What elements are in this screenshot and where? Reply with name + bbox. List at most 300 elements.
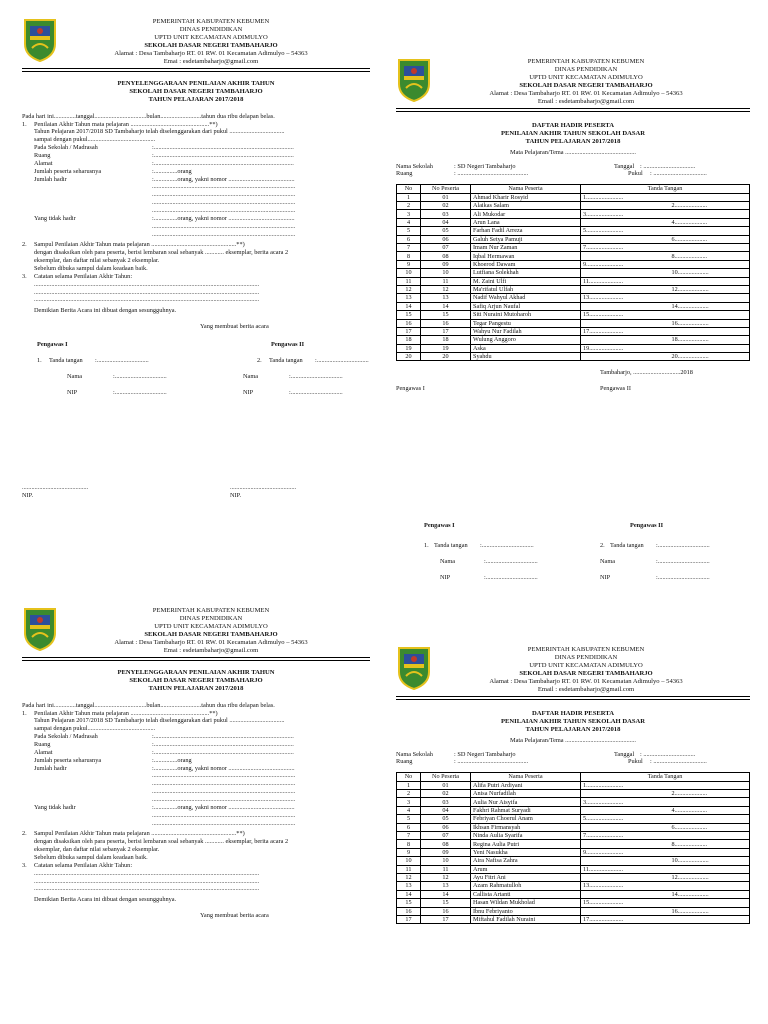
pengawas-heading: Pengawas II xyxy=(271,341,305,349)
row-no: 6 xyxy=(397,823,421,831)
table-row xyxy=(397,227,750,235)
field-value: : .................................. xyxy=(650,758,707,766)
row-nama: Wahyu Nur Fadilah xyxy=(471,327,581,335)
row-ttd-left: 17...................... xyxy=(581,327,666,335)
item-number: 1. xyxy=(22,120,27,128)
paragraph-line: eksemplar, dan daftar nilai sebanyak 2 eksemplar. xyxy=(34,846,160,854)
row-nama: Yeni Nasukha xyxy=(471,848,581,856)
row-peserta: 03 xyxy=(421,798,471,806)
row-ttd-left: 5........................ xyxy=(581,227,666,235)
row-ttd-left xyxy=(581,285,666,293)
field-value: :......................................................................................... xyxy=(152,741,294,748)
berita-title xyxy=(22,80,370,105)
field-label: Ruang xyxy=(34,741,51,748)
row-nama: Syahdu xyxy=(471,353,581,361)
row-peserta: 06 xyxy=(421,235,471,243)
title-line: PENYELENGGARAAN PENILAIAN AKHIR TAHUN xyxy=(117,669,275,676)
table-row xyxy=(397,193,750,201)
table-row xyxy=(397,327,750,335)
row-peserta: 09 xyxy=(421,848,471,856)
field-label: Nama xyxy=(67,372,83,380)
row-nama: Ayu Fitri Ani xyxy=(471,873,581,881)
row-ttd-left: 13...................... xyxy=(581,882,666,890)
header-line1: PEMERINTAH KABUPATEN KEBUMEN xyxy=(152,607,270,614)
table-row xyxy=(397,882,750,890)
intro-text: Pada hari ini..............tanggal.................................bulan..........................tahun dua ribu delapan belas. xyxy=(22,112,275,120)
row-peserta: 07 xyxy=(421,244,471,252)
header-line3: UPTD UNIT KECAMATAN ADIMULYO xyxy=(529,661,643,669)
row-peserta: 11 xyxy=(421,277,471,285)
row-no: 17 xyxy=(397,327,421,335)
field-value: :...............orang, yakni nomor .......................................... xyxy=(152,214,295,222)
table-row xyxy=(397,244,750,252)
title-line: PENYELENGGARAAN PENILAIAN AKHIR TAHUN xyxy=(117,80,275,87)
row-nama: Callista Artanti xyxy=(471,890,581,898)
row-no: 16 xyxy=(397,319,421,327)
table-row xyxy=(397,798,750,806)
row-ttd-left: 19...................... xyxy=(581,344,666,352)
col-header: No xyxy=(397,185,421,193)
table-row xyxy=(397,848,750,856)
row-nama: Ikhsan Firmansyah xyxy=(471,823,581,831)
row-ttd-left: 13...................... xyxy=(581,294,666,302)
row-ttd-left xyxy=(581,823,666,831)
row-nama: Ali Mukodar xyxy=(471,210,581,218)
row-nama: Alaikas Salam xyxy=(471,202,581,210)
field-value: :...............orang xyxy=(152,167,192,175)
row-ttd-left xyxy=(581,235,666,243)
field-value: ........................................................................................... xyxy=(152,780,296,788)
row-nama: Tegar Pangestu xyxy=(471,319,581,327)
row-no: 8 xyxy=(397,252,421,260)
header-email: Email : esdetambaharjo@gmail.com xyxy=(537,685,635,693)
row-no: 2 xyxy=(397,790,421,798)
divider xyxy=(396,111,750,112)
row-no: 12 xyxy=(397,285,421,293)
row-ttd-left: 7........................ xyxy=(581,832,666,840)
row-ttd-left: 5........................ xyxy=(581,815,666,823)
table-row xyxy=(397,857,750,865)
header-address: Alamat : Desa Tambaharjo RT. 01 RW. 01 Kecamatan Adimulyo – 54363 xyxy=(489,89,683,97)
divider xyxy=(22,657,370,658)
row-nama: Azam Rahmatulloh xyxy=(471,882,581,890)
field-value: :................................. xyxy=(656,573,710,581)
row-ttd-right xyxy=(666,915,750,923)
made-by-text: Yang membuat berita acara xyxy=(200,323,269,331)
pengawas-label: Pengawas II xyxy=(600,385,631,393)
field-value: :...............orang, yakni nomor .......................................... xyxy=(152,764,295,772)
row-peserta: 14 xyxy=(421,302,471,310)
col-header: No Peserta xyxy=(421,185,471,193)
header-line3: UPTD UNIT KECAMATAN ADIMULYO xyxy=(154,622,268,630)
row-ttd-left: 3........................ xyxy=(581,210,666,218)
row-peserta: 15 xyxy=(421,899,471,907)
field-label: Nama xyxy=(243,372,259,380)
row-no: 15 xyxy=(397,311,421,319)
field-label: Tanda tangan xyxy=(610,541,644,549)
attendance-table xyxy=(396,772,750,924)
field-value: : ............................................. xyxy=(454,170,529,178)
row-ttd-left: 15...................... xyxy=(581,311,666,319)
closing-text: Demikian Berita Acara ini dibuat dengan sesungguhnya. xyxy=(34,307,177,315)
letterhead xyxy=(22,18,370,70)
row-ttd-right: 4..................... xyxy=(666,806,750,814)
table-row xyxy=(397,260,750,268)
letterhead xyxy=(22,607,370,659)
field-label: Jumlah hadir xyxy=(34,764,67,772)
table-row xyxy=(397,277,750,285)
field-value: :................................. xyxy=(315,356,369,364)
daftar-hadir-top xyxy=(396,58,750,393)
row-ttd-left xyxy=(581,907,666,915)
row-peserta: 13 xyxy=(421,882,471,890)
row-no: 15 xyxy=(397,899,421,907)
table-row xyxy=(397,865,750,873)
col-header: Nama Peserta xyxy=(471,773,581,781)
row-peserta: 02 xyxy=(421,790,471,798)
pengawas-heading: Pengawas I xyxy=(424,522,455,529)
header-line2: DINAS PENDIDIKAN xyxy=(554,653,618,661)
divider xyxy=(396,108,750,109)
field-value: : .................................. xyxy=(650,170,707,178)
row-peserta: 15 xyxy=(421,311,471,319)
item-number: 1. xyxy=(22,709,27,717)
row-nama: Alifa Putri Ardiyani xyxy=(471,781,581,789)
table-row xyxy=(397,899,750,907)
row-ttd-right xyxy=(666,210,750,218)
field-label: Tanda tangan xyxy=(269,356,303,364)
field-value: :................................. xyxy=(289,372,343,380)
table-row xyxy=(397,218,750,226)
row-peserta: 01 xyxy=(421,781,471,789)
table-row xyxy=(397,344,750,352)
row-no: 9 xyxy=(397,848,421,856)
paragraph-line: Catatan selama Penilaian Akhir Tahun: xyxy=(34,272,133,280)
field-label: Nama Sekolah xyxy=(396,750,433,758)
row-ttd-right xyxy=(666,344,750,352)
row-nama: Farhan Fadil Arreza xyxy=(471,227,581,235)
field-label: Alamat xyxy=(34,159,53,167)
title-line: TAHUN PELAJARAN 2017/2018 xyxy=(525,138,621,146)
row-ttd-right: 6..................... xyxy=(666,823,750,831)
paragraph-line: eksemplar, dan daftar nilai sebanyak 2 eksemplar. xyxy=(34,257,160,265)
row-no: 13 xyxy=(397,294,421,302)
table-row xyxy=(397,890,750,898)
table-row xyxy=(397,840,750,848)
row-nama: Fakhri Rahmat Suryadi xyxy=(471,806,581,814)
field-value: ........................................................................................... xyxy=(152,222,296,230)
field-label: Nama xyxy=(440,557,456,565)
daftar-title xyxy=(396,122,750,147)
row-ttd-right xyxy=(666,311,750,319)
row-nama: Miftahul Fadilah Nuraini xyxy=(471,915,581,923)
col-header: No xyxy=(397,773,421,781)
mapel-line: Mata Pelajaran/Tema ............................................. xyxy=(510,736,636,744)
row-ttd-right: 10.................... xyxy=(666,269,750,277)
item-number: 2. xyxy=(22,241,27,249)
paragraph-line: Sampul Penilaian Akhir Tahun mata pelajaran ......................................................**) xyxy=(34,830,245,838)
paragraph-line: Tahun Pelajaran 2017/2018 SD Tambaharjo telah diselenggarakan dari pukul ................................... xyxy=(34,717,285,725)
field-label: Ruang xyxy=(34,152,51,159)
pengawas-heading: Pengawas I xyxy=(37,341,68,349)
attendance-table xyxy=(396,184,750,361)
row-peserta: 10 xyxy=(421,857,471,865)
row-peserta: 08 xyxy=(421,840,471,848)
field-value: :................................. xyxy=(113,388,167,396)
row-ttd-left: 9........................ xyxy=(581,260,666,268)
row-ttd-right: 2..................... xyxy=(666,790,750,798)
field-label: Pada Sekolah / Madrasah xyxy=(34,733,98,741)
title-line: TAHUN PELAJARAN 2017/2018 xyxy=(148,96,244,104)
field-value: : SD Negeri Tambaharjo xyxy=(454,750,516,758)
title-line: TAHUN PELAJARAN 2017/2018 xyxy=(525,726,621,734)
row-ttd-left xyxy=(581,252,666,260)
row-peserta: 04 xyxy=(421,806,471,814)
item-number: 1. xyxy=(424,541,429,549)
title-line: PENILAIAN AKHIR TAHUN SEKOLAH DASAR xyxy=(500,718,646,726)
row-peserta: 04 xyxy=(421,218,471,226)
field-value: :................................. xyxy=(656,541,710,549)
row-peserta: 14 xyxy=(421,890,471,898)
table-row xyxy=(397,790,750,798)
paragraph-line: sampai dengan pukul........................................... xyxy=(34,725,156,733)
row-ttd-right: 10.................... xyxy=(666,857,750,865)
row-peserta: 13 xyxy=(421,294,471,302)
pengawas-heading: Pengawas II xyxy=(630,522,664,529)
item-number: 3. xyxy=(22,272,27,280)
table-row xyxy=(397,319,750,327)
row-ttd-left: 3........................ xyxy=(581,798,666,806)
letterhead xyxy=(396,58,750,110)
header-line3: UPTD UNIT KECAMATAN ADIMULYO xyxy=(529,73,643,81)
row-peserta: 17 xyxy=(421,327,471,335)
row-no: 12 xyxy=(397,873,421,881)
paragraph-line: sampai dengan pukul........................................... xyxy=(34,136,156,144)
row-nama: Iqbal Hermawan xyxy=(471,252,581,260)
intro-text: Pada hari ini..............tanggal.................................bulan..........................tahun dua ribu delapan belas. xyxy=(22,701,275,709)
table-row xyxy=(397,336,750,344)
row-peserta: 05 xyxy=(421,815,471,823)
field-value: ........................................................................................... xyxy=(152,819,296,827)
field-value: :................................. xyxy=(484,557,538,565)
row-no: 17 xyxy=(397,915,421,923)
field-label: Jumlah peserta seharusnya xyxy=(34,167,102,175)
row-no: 10 xyxy=(397,857,421,865)
notes-line: ............................................................................................................................................... xyxy=(34,280,260,288)
field-value: : ................................. xyxy=(640,750,696,758)
field-value: :................................. xyxy=(480,541,534,549)
row-ttd-right xyxy=(666,327,750,335)
row-ttd-right: 6..................... xyxy=(666,235,750,243)
row-peserta: 01 xyxy=(421,193,471,201)
paragraph-line: Penilaian Akhir Tahun mata pelajaran ..................................................**) xyxy=(34,709,218,717)
row-ttd-left: 1........................ xyxy=(581,781,666,789)
row-peserta: 12 xyxy=(421,285,471,293)
row-ttd-right xyxy=(666,277,750,285)
item-number: 3. xyxy=(22,861,27,869)
field-label: Tanggal xyxy=(614,162,635,170)
title-line: DAFTAR HADIR PESERTA xyxy=(532,122,614,129)
row-ttd-left: 9........................ xyxy=(581,848,666,856)
field-value: :......................................................................................... xyxy=(152,733,294,741)
field-value: :................................. xyxy=(289,388,343,396)
row-ttd-left xyxy=(581,790,666,798)
table-row xyxy=(397,823,750,831)
row-no: 6 xyxy=(397,235,421,243)
row-ttd-left xyxy=(581,202,666,210)
row-ttd-right: 2..................... xyxy=(666,202,750,210)
row-no: 5 xyxy=(397,227,421,235)
row-ttd-left: 17...................... xyxy=(581,915,666,923)
row-ttd-right: 18.................... xyxy=(666,336,750,344)
row-ttd-right xyxy=(666,899,750,907)
row-no: 9 xyxy=(397,260,421,268)
field-label: Nama xyxy=(600,557,616,565)
row-ttd-left xyxy=(581,840,666,848)
title-line: SEKOLAH DASAR NEGERI TAMBAHARJO xyxy=(129,88,263,96)
berita-acara-bottom xyxy=(22,607,370,920)
header-line3: UPTD UNIT KECAMATAN ADIMULYO xyxy=(154,33,268,41)
notes-line: ............................................................................................................................................... xyxy=(34,869,260,877)
table-row xyxy=(397,873,750,881)
row-no: 1 xyxy=(397,193,421,201)
divider xyxy=(22,68,370,69)
field-label: Tanggal xyxy=(614,750,635,758)
table-row xyxy=(397,907,750,915)
row-ttd-left xyxy=(581,873,666,881)
row-no: 16 xyxy=(397,907,421,915)
table-row xyxy=(397,915,750,923)
row-ttd-right: 12.................... xyxy=(666,873,750,881)
letterhead xyxy=(396,646,750,698)
row-ttd-right xyxy=(666,815,750,823)
field-value: ........................................................................................... xyxy=(152,207,296,215)
paragraph-line: Sebelum dibuka sampul dalam keadaan baik. xyxy=(34,265,148,273)
row-nama: Regina Aulia Putri xyxy=(471,840,581,848)
row-nama: Ma'rifatul Ulfah xyxy=(471,285,581,293)
row-peserta: 05 xyxy=(421,227,471,235)
row-no: 5 xyxy=(397,815,421,823)
daftar-hadir-bottom xyxy=(396,646,750,924)
table-row xyxy=(397,285,750,293)
field-label: Alamat xyxy=(34,748,53,756)
header-line2: DINAS PENDIDIKAN xyxy=(179,25,243,33)
table-row xyxy=(397,210,750,218)
row-no: 4 xyxy=(397,218,421,226)
nip-label: NIP. xyxy=(22,492,34,500)
field-value: :...............orang, yakni nomor .......................................... xyxy=(152,803,295,811)
item-number: 2. xyxy=(600,541,605,549)
field-value: :................................. xyxy=(656,557,710,565)
row-ttd-left xyxy=(581,806,666,814)
field-label: Pukul xyxy=(628,170,643,178)
table-row xyxy=(397,202,750,210)
row-ttd-left: 7........................ xyxy=(581,244,666,252)
row-peserta: 10 xyxy=(421,269,471,277)
paragraph-line: Tahun Pelajaran 2017/2018 SD Tambaharjo telah diselenggarakan dari pukul ................................... xyxy=(34,128,285,136)
row-ttd-right xyxy=(666,781,750,789)
field-value: :......................................................................................... xyxy=(152,152,294,159)
row-ttd-right xyxy=(666,193,750,201)
field-value: ........................................................................................... xyxy=(152,811,296,819)
field-value: :......................................................................................... xyxy=(152,748,294,756)
field-value: :................................. xyxy=(95,356,149,364)
row-peserta: 06 xyxy=(421,823,471,831)
row-nama: Hasan Wildan Mukholad xyxy=(471,899,581,907)
field-label: NIP xyxy=(600,573,611,581)
row-nama: Febriyan Choerul Anam xyxy=(471,815,581,823)
field-label: Yang tidak hadir xyxy=(34,214,76,222)
title-line: TAHUN PELAJARAN 2017/2018 xyxy=(148,685,244,693)
row-nama: Siti Nuraini Mutoharoh xyxy=(471,311,581,319)
row-ttd-right: 4..................... xyxy=(666,218,750,226)
row-nama: Ninda Aulia Syarifa xyxy=(471,832,581,840)
notes-line: ............................................................................................................................................... xyxy=(34,296,260,304)
row-ttd-left xyxy=(581,890,666,898)
table-row xyxy=(397,353,750,361)
table-row xyxy=(397,806,750,814)
row-peserta: 18 xyxy=(421,336,471,344)
field-label: NIP xyxy=(243,388,254,396)
row-ttd-left: 11...................... xyxy=(581,277,666,285)
table-row xyxy=(397,781,750,789)
table-row xyxy=(397,302,750,310)
row-peserta: 20 xyxy=(421,353,471,361)
header-address: Alamat : Desa Tambaharjo RT. 01 RW. 01 Kecamatan Adimulyo – 54363 xyxy=(489,677,683,685)
nip-label: NIP. xyxy=(230,492,242,500)
row-ttd-right xyxy=(666,260,750,268)
field-value: :......................................................................................... xyxy=(152,144,294,152)
row-no: 11 xyxy=(397,865,421,873)
col-header: Nama Peserta xyxy=(471,185,581,193)
row-ttd-left xyxy=(581,302,666,310)
field-label: Jumlah hadir xyxy=(34,175,67,183)
paragraph-line: Sampul Penilaian Akhir Tahun mata pelajaran ......................................................**) xyxy=(34,241,245,249)
row-nama: Aska xyxy=(471,344,581,352)
item-number: 2. xyxy=(22,830,27,838)
title-line: DAFTAR HADIR PESERTA xyxy=(532,710,614,717)
pengawas-label: Pengawas I xyxy=(396,385,425,393)
row-ttd-right: 8..................... xyxy=(666,840,750,848)
row-ttd-right xyxy=(666,832,750,840)
row-ttd-left xyxy=(581,269,666,277)
row-ttd-left xyxy=(581,353,666,361)
place-date: Tambaharjo, ..............................2018 xyxy=(600,369,693,377)
row-nama: Imam Nur Zaman xyxy=(471,244,581,252)
mapel-line: Mata Pelajaran/Tema ............................................. xyxy=(510,148,636,156)
header-address: Alamat : Desa Tambaharjo RT. 01 RW. 01 Kecamatan Adimulyo – 54363 xyxy=(114,49,308,57)
row-ttd-right: 16.................... xyxy=(666,907,750,915)
field-value: ........................................................................................... xyxy=(152,796,296,804)
row-nama: Wulung Anggoro xyxy=(471,336,581,344)
row-nama: Anisa Nurfadilah xyxy=(471,790,581,798)
row-peserta: 11 xyxy=(421,865,471,873)
field-value: ........................................................................................... xyxy=(152,230,296,238)
table-row xyxy=(397,311,750,319)
row-ttd-left xyxy=(581,336,666,344)
field-label: Ruang xyxy=(396,170,413,178)
row-nama: Arum xyxy=(471,865,581,873)
row-nama: M. Zaini Ulfi xyxy=(471,277,581,285)
field-label: Tanda tangan xyxy=(434,541,468,549)
row-ttd-left xyxy=(581,218,666,226)
row-no: 14 xyxy=(397,302,421,310)
field-value: ........................................................................................... xyxy=(152,191,296,199)
table-row xyxy=(397,235,750,243)
signature-line: .......................................... xyxy=(22,484,89,492)
row-ttd-left xyxy=(581,857,666,865)
header-email: Emai : esdetambaharjo@gmail.com xyxy=(163,646,259,654)
